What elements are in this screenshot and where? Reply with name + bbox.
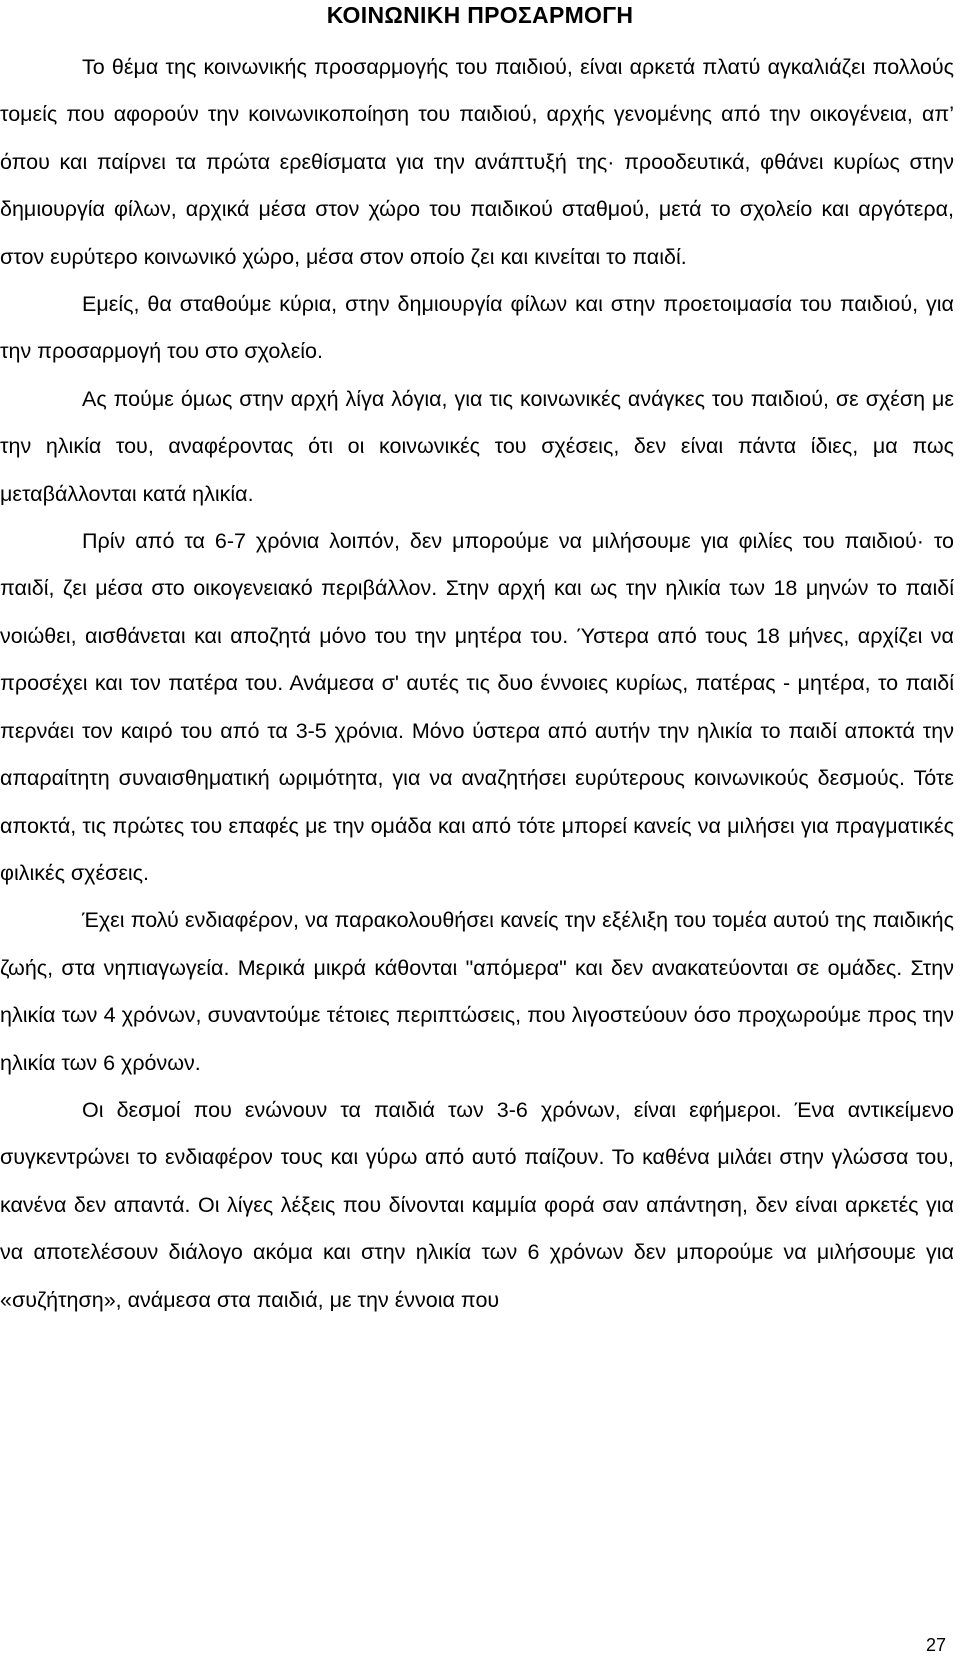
paragraph-3: Ας πούμε όμως στην αρχή λίγα λόγια, για τις κοινωνικές ανάγκες του παιδιού, σε σχέση με την ηλικία του, αναφέροντας ότι οι κοινωνικές του σχέσεις, δεν είναι πάντα ίδιες, μα πως μεταβάλλονται κατά ηλικία. (0, 386, 954, 506)
paragraph-2: Εμείς, θα σταθούμε κύρια, στην δημιουργία φίλων και στην προετοιμασία του παιδιού, για την προσαρμογή του στο σχολείο. (0, 292, 954, 364)
paragraph-4: Πρίν από τα 6-7 χρόνια λοιπόν, δεν μπορούμε να μιλήσουμε για φιλίες του παιδιού· το παιδί, ζει μέσα στο οικογενειακό περιβάλλον. Στην αρχή και ως την ηλικία των 18 μηνών το παιδί νοιώθει, αισθάνεται και αποζητά μόνο του την μητέρα του. Ύστερα από τους 18 μήνες, αρχίζει να προσέχει και τον πατέρα του. Ανάμεσα σ' αυτές τις δυο έννοιες κυρίως, πατέρας - μητέρα, το παιδί περνάει τον καιρό του από τα 3-5 χρόνια. Μόνο ύστερα από αυτήν την ηλικία το παιδί αποκτά την απαραίτητη συναισθηματική ωριμότητα, για να αναζητήσει ευρύτερους κοινωνικούς δεσμούς. Τότε αποκτά, τις πρώτες του επαφές με την ομάδα και από τότε μπορεί κανείς να μιλήσει για πραγματικές φιλικές σχέσεις. (0, 529, 954, 885)
paragraph-5: Έχει πολύ ενδιαφέρον, να παρακολουθήσει κανείς την εξέλιξη του τομέα αυτού της παιδικής ζωής, στα νηπιαγωγεία. Μερικά μικρά κάθονται "απόμερα" και δεν ανακατεύονται σε ομάδες. Στην ηλικία των 4 χρόνων, συναντούμε τέτοιες περιπτώσεις, που λιγοστεύουν όσο προχωρούμε προς την ηλικία των 6 χρόνων. (0, 908, 954, 1075)
page-title: ΚΟΙΝΩΝΙΚΗ ΠΡΟΣΑΡΜΟΓΗ (326, 2, 634, 28)
paragraph-6: Οι δεσμοί που ενώνουν τα παιδιά των 3-6 χρόνων, είναι εφήμεροι. Ένα αντικείμενο συγκεντρώνει το ενδιαφέρον τους και γύρω από αυτό παίζουν. Το καθένα μιλάει στην γλώσσα του, κανένα δεν απαντά. Οι λίγες λέξεις που δίνονται καμμία φορά σαν απάντηση, δεν είναι αρκετές για να αποτελέσουν διάλογο ακόμα και στην ηλικία των 6 χρόνων δεν μπορούμε να μιλήσουμε για «συζήτηση», ανάμεσα στα παιδιά, με την έννοια που (0, 1097, 954, 1312)
document-body (0, 44, 954, 1324)
paragraph-1: Το θέμα της κοινωνικής προσαρμογής του παιδιού, είναι αρκετά πλατύ αγκαλιάζει πολλούς τομείς που αφορούν την κοινωνικοποίηση του παιδιού, αρχής γενομένης από την οικογένεια, απ’ όπου και παίρνει τα πρώτα ερεθίσματα για την ανάπτυξή της· προοδευτικά, φθάνει κυρίως στην δημιουργία φίλων, αρχικά μέσα στον χώρο του παιδικού σταθμού, μετά το σχολείο και αργότερα, στον ευρύτερο κοινωνικό χώρο, μέσα στον οποίο ζει και κινείται το παιδί. (0, 55, 954, 269)
page-number: 27 (925, 1635, 946, 1655)
